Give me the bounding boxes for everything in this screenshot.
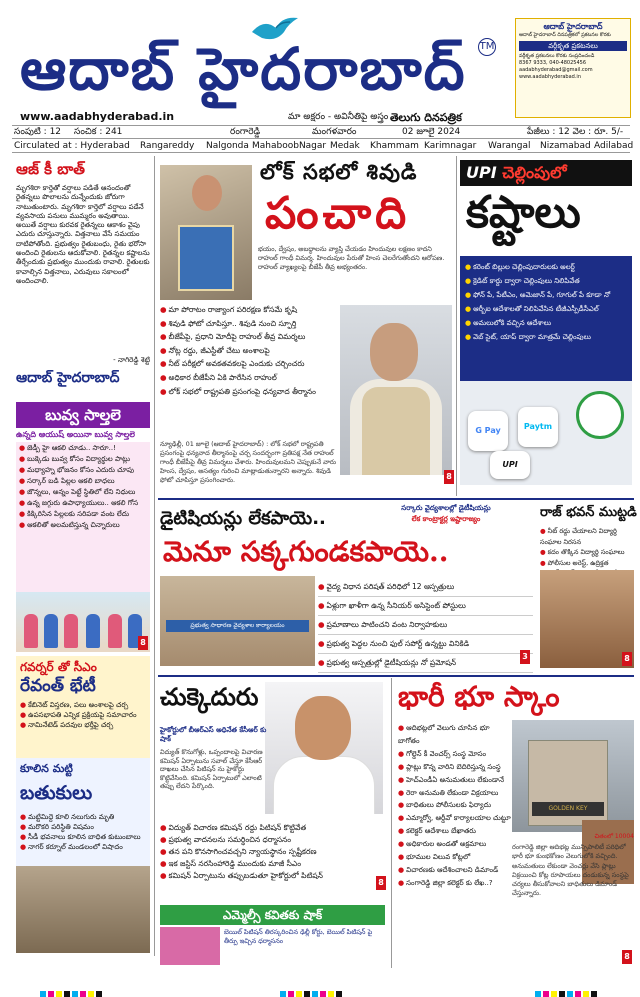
list-item: ● మరొకరి పరిస్థితి విషమం: [20, 823, 94, 831]
weekday: మంగళవారం: [312, 127, 357, 137]
land-scam-body: రంగారెడ్డి జిల్లా ఆదిభట్ల మున్సిపాలిటీ పరిధిలో భారీ భూ కుంభకోణం వెలుగులోకి వచ్చింది. అనుమతులు లేకుండా వెంచర్లు వేసి ప్లాట్లు విక్రయించి కోట్ల రూపాయలు దండుకున్న సంస్థపై చర్యలు తీసుకోవాలని బాధితులు డిమాండ్ చేస్తున్నారు.: [512, 843, 629, 898]
students-photo: [16, 592, 150, 652]
ad-title: ఆదాబ్ హైదరాబాద్: [543, 22, 603, 31]
upi-brand: UPI: [466, 163, 497, 182]
ad-line1: ఆదాబ్ హైదరాబాద్ దినపత్రికలో ప్రకటనల కొరకు: [519, 32, 611, 38]
list-item: ● అమలులోకి వచ్చిన ఆదేశాలు: [465, 319, 551, 327]
collapsed-house-photo: [16, 866, 150, 953]
kavitha-headline: ఎమ్మెల్సీ కవితకు షాక్: [160, 905, 385, 925]
kavitha-photo: [160, 927, 220, 965]
ad-email: aadabhyderabad@gmail.com: [519, 67, 593, 73]
city-item: Nizamabad: [540, 141, 591, 151]
list-item: ● ఆకలితో అలమటిస్తున్న చిన్నారులు: [19, 521, 120, 529]
list-item: ● మధ్యాహ్న భోజనం కోసం ఎదురు చూపు: [19, 466, 134, 474]
list-item: ● క్రెడిట్ కార్డు ద్వారా చెల్లింపులు నిలిపివేత: [465, 277, 580, 285]
page-ref-tag: 8: [376, 876, 386, 890]
city-item: Khammam: [370, 141, 419, 151]
list-item: ● ఉపసభాపతి ఎన్నిక ప్రక్రియపై సమాచారం: [20, 711, 137, 719]
gpay-icon: G Pay: [468, 411, 508, 451]
list-item: ● మట్టిమిద్దె కూలి నలుగురు మృతి: [20, 813, 115, 821]
ad-phone: 8367 9333, 040-48025456: [519, 60, 587, 66]
list-item: ● ప్రభుత్వ ఆస్పత్రుల్లో డైటీషియన్లు నో ప్రమోషన్: [318, 654, 533, 673]
diet-tag2: లేక కాంట్రాక్టర్ల ఇష్టారాజ్యం: [411, 515, 481, 523]
issue: సంచిక : 241: [74, 127, 123, 137]
lead-bullets: [160, 303, 335, 398]
volume: సంపుటి : 12: [14, 127, 62, 137]
list-item: ● కరెంట్ బిల్లుల చెల్లింపుదారులకు అలర్ట్: [465, 263, 575, 271]
diet-headline-main: మెనూ సక్కగుండకపాయె..: [163, 535, 449, 568]
list-item: ● సర్కార్ బడి పిల్లల ఆకలి బాధలు: [19, 477, 115, 485]
daily-label: తెలుగు దినపత్రిక: [390, 111, 462, 124]
kcr-body: విద్యుత్ కొనుగోళ్లు, ఒప్పందాలపై విచారణ కమిషన్ ఏర్పాటును సవాల్ చేస్తూ కేసీఆర్ దాఖలు చేసిన పిటిషన్ ను హైకోర్టు కొట్టివేసింది. కమిషన్ ఏర్పాటులో ఎలాంటి తప్పు లేదని పేర్కొంది.: [160, 748, 263, 790]
city-item: Nalgonda: [206, 141, 249, 151]
list-item: ● లోక్ సభలో రాష్ట్రపతి ప్రసంగంపై ధన్యవాద తీర్మానం: [160, 386, 316, 396]
upi-bullets: [460, 256, 632, 381]
page-ref-tag: 8: [138, 636, 148, 650]
column-divider: [154, 156, 155, 956]
kcr-photo: [265, 682, 383, 814]
list-item: ● సంగారెడ్డి జిల్లా కలెక్టర్ కు లేఖ..?: [398, 878, 493, 887]
list-item: ● నీట్ పరీక్షలో అవకతవకలపై ఎందుకు చర్చించరు: [160, 359, 305, 369]
list-item: ● నాగర్ కర్నూల్ మండలంలో విషాదం: [20, 843, 123, 851]
section-divider: [158, 498, 634, 500]
ad-web: www.aadabhyderabad.in: [519, 74, 581, 80]
list-item: ● బీజేపీపై, ప్రధాని మోదీపై రాహుల్ తీవ్ర విమర్శలు: [160, 332, 306, 342]
city-item: MahaboobNagar: [252, 141, 327, 151]
list-item: ● సీడీ భవనాలు కూలిన బాధిత కుటుంబాలు: [20, 833, 141, 841]
list-item: ● వైద్య విధాన పరిషత్ పరిధిలో 12 ఆస్పత్రులు: [318, 578, 533, 597]
kavitha-subheadline: బెయిల్ పిటిషన్ తిరస్కరించిన ఢిల్లీ కోర్టు, బెయిల్ పిటిషన్ పై తీర్పు ఇచ్చిన ధర్మాసనం: [224, 928, 373, 945]
list-item: ● కదం తొక్కిన విద్యార్థి సంఘాలు: [540, 548, 625, 556]
aaj-ki-baat-signature: - నాగిరెడ్డి శెట్టి: [113, 356, 150, 364]
land-scam-headline: భారీ భూ స్కాం: [398, 680, 560, 713]
buvva-list: [16, 442, 150, 592]
buvva-title: బువ్వ సాల్తలె: [16, 402, 150, 428]
governor-title: గవర్నర్ తో సీఎం: [20, 660, 97, 674]
list-item: ● ఫోన్ పే, పేటీఎం, అమెజాన్ పే, గూగుల్ పే కూడా నో: [465, 291, 611, 299]
governor-list: [20, 700, 148, 730]
column-divider: [391, 678, 392, 968]
color-registration-marks: [280, 982, 370, 990]
list-item: ● ఆదిభట్లలో వెలుగు చూసిన భూ బాగోతం: [398, 724, 490, 745]
website-url[interactable]: www.aadabhyderabad.in: [20, 110, 175, 123]
list-item: ● రెరా అనుమతి లేకుండా విక్రయాలు: [398, 788, 499, 797]
kcr-headline: చుక్కెదురు: [160, 683, 259, 711]
circulated-label: Circulated at : Hyderabad: [14, 141, 130, 151]
kcr-bullets: [160, 822, 385, 882]
page-ref-tag: 8: [444, 470, 454, 484]
list-item: ● ఏళ్లుగా ఖాళీగా ఉన్న సీనియర్ అసిస్టెంట్ పోస్టులు: [318, 597, 533, 616]
building-sign: GOLDEN KEY: [532, 802, 604, 816]
list-item: ● కేబినెట్ విస్తరణ, పలు అంశాలపై చర్చ: [20, 701, 129, 709]
upi-headline-rest: చెల్లింపులో: [502, 163, 567, 182]
buvva-subtitle: ఉన్నది ఆయుష్ అయినా బువ్వ సాల్తలె: [16, 430, 135, 439]
circulation-bar: [12, 141, 634, 153]
list-item: ● శివుడి ఫోటో చూపిస్తూ.. శివుడి నుంచి స్ఫూర్తి: [160, 318, 297, 328]
hospital-sign: ప్రభుత్వ సాధారణ వైద్యశాల కార్యాలయం: [166, 620, 309, 632]
protest-photo: [540, 570, 634, 668]
aaj-ki-baat-body: మృగశిరా కార్తెతో వర్షాలు పడితే ఆనందంతో రైతన్నలు పొలాలను దున్నేందుకు జోరుగా నాటుతుంటారు. మృగశిరా కార్తెలో వర్షాలు పడేనే వ్యవసాయ పనులు ముమ్మరం అవుతాయి. అయితే వర్షాలు కురవక రైతన్నలు ఆకాశం వైపు ఎదురు చూస్తున్నారు. విత్తనాలు వేసే సమయం దాటిపోతోంది. ప్రభుత్వం రైతుబంధు, రైతు భరోసా అందించి రైతులను ఆదుకోవాలి. రైతన్నల కష్టాలను తీర్చేందుకు ప్రభుత్వం ముందుకు రావాలి. రైతులకు కావాల్సిన విత్తనాలు, ఎరువులు సకాలంలో అందించాలి.: [16, 184, 150, 285]
list-item: ● ప్రమాణాలు పాటించని వంట నిర్వాహకులు: [318, 616, 533, 635]
color-registration-marks: [40, 982, 130, 990]
city-item: Warangal: [488, 141, 531, 151]
color-registration-marks: [535, 982, 625, 990]
page-ref-tag: 8: [622, 652, 632, 666]
kooli-list: [20, 812, 148, 852]
photo-caption: చితంలో 10004: [594, 833, 634, 840]
raj-bhavan-headline: రాజ్ భవన్ ముట్టడి: [540, 505, 637, 520]
classified-ad-box: [515, 18, 631, 118]
list-item: ● పోలీసుల అరెస్ట్, ఉద్రిక్తత: [540, 558, 609, 567]
kooli-title: కూలిన మట్టి: [20, 762, 73, 775]
lead-headline-top: లోక్ సభలో శివుడి: [260, 160, 418, 184]
upi-headline-main: కష్టాలు: [466, 187, 581, 238]
aaj-ki-baat-logo: ఆదాబ్ హైదరాబాద్: [16, 370, 120, 386]
page-ref-tag: 8: [622, 950, 632, 964]
list-item: ● ఉన్న జగ్గురు ఉపాధ్యాయులు.. ఆకలి గోస: [19, 499, 139, 507]
ad-section: వర్గీకృత ప్రకటనలు: [519, 41, 627, 51]
list-item: ● గోల్డెన్ కీ వెంచర్స్ సంస్థ మోసం: [398, 749, 487, 758]
kcr-subheadline: హైకోర్టులో బీఆర్ఎస్ అధినేత కేసీఆర్ కు షాక్: [160, 726, 267, 743]
tgspdcl-seal-icon: [576, 391, 624, 439]
list-item: ● బాధితులు పోలీసులకు ఫిర్యాదు: [398, 801, 491, 810]
list-item: ● నీట్ రద్దు చేయాలని విద్యార్థి సంఘాల నిరసన: [540, 527, 617, 546]
issue-info-bar: [12, 125, 630, 139]
list-item: ● విద్యుత్ విచారణ కమిషన్ రద్దు పిటిషన్ కొట్టివేత: [160, 823, 307, 832]
list-item: ● అధికారుల అండతో అక్రమాలు: [398, 840, 487, 849]
city-item: Adilabad: [594, 141, 634, 151]
list-item: ● వెబ్ సైట్, యాప్ ద్వారా మాత్రమే చెల్లింపులు: [465, 333, 591, 341]
list-item: ● విచారణకు ఆదేశించాలని డిమాండ్: [398, 865, 499, 874]
list-item: ● నోట్ల రద్దు, జీఎస్టీతో చేటు అంశాలపై: [160, 345, 270, 355]
lead-intro: భయం, ద్వేషం, అబద్ధాలను వ్యాప్తి చేయడం హిందువుల లక్షణం కాదని రాహుల్ గాంధీ విమర్శ. హిందువుల పేరుతో హింస చెలరేగుతోందని ఆరోపణ. రాహుల్ వ్యాఖ్యలపై బీజేపీ తీవ్ర అభ్యంతరం.: [258, 245, 445, 271]
masthead-title: ఆదాబ్ హైదరాబాద్: [20, 35, 467, 103]
section-divider: [158, 675, 634, 677]
edition-city: రంగారెడ్డి: [230, 127, 261, 137]
aaj-ki-baat-title: ఆజ్ కీ బాత్: [16, 160, 85, 178]
batukulu-title: బతుకులు: [20, 782, 93, 804]
upi-icon: UPI: [490, 451, 530, 479]
list-item: ● భూముల విలువ కోట్లలో: [398, 853, 471, 862]
date: 02 జూలై 2024: [402, 127, 461, 137]
diet-tag1: సర్కారు వైద్యశాలల్లో డైటీషియన్లు: [401, 504, 491, 512]
diet-headline-top: డైటిషియన్లు లేకపాయె..: [160, 508, 326, 529]
price: పేజీలు : 12 వెల : రూ. 5/-: [527, 127, 624, 137]
tagline: మా అక్షరం - అవినీతిపై అస్త్రం: [288, 112, 389, 122]
trademark-badge: TM: [478, 38, 496, 56]
lead-body: న్యూఢిల్లీ, 01 జూలై (ఆదాబ్ హైదరాబాద్) : లోక్ సభలో రాష్ట్రపతి ప్రసంగంపై ధన్యవాద తీర్మానంపై చర్చ సందర్భంగా ప్రతిపక్ష నేత రాహుల్ గాంధీ బీజేపీపై తీవ్ర విమర్శలు చేశారు. హిందువులమని చెప్పుకునే వారు హింస, ద్వేషం, అసత్యం గురించి మాట్లాడుతున్నారని అన్నారు. శివుడి ఫోటో చూపిస్తూ ప్రసంగించారు.: [160, 440, 337, 484]
diet-bullets: [318, 578, 533, 673]
column-divider: [456, 156, 457, 496]
list-item: ● మా పోరాటం రాజ్యాంగ పరిరక్షణ కోసమే కృషి: [160, 305, 297, 314]
building-photo: [512, 720, 634, 832]
hospital-photo: [160, 576, 315, 666]
rahul-gandhi-photo: [160, 165, 252, 300]
list-item: ● ప్రభుత్వ వాదనలను సమర్థించిన ధర్మాసనం: [160, 835, 292, 844]
paytm-icon: Paytm: [518, 407, 558, 447]
land-scam-bullets: [398, 722, 512, 890]
ad-line2: వర్గీకృత ప్రకటనలు కొరకు సంప్రదించండి: [519, 53, 595, 59]
list-item: ● నామినేటెడ్ పదవుల భర్తీపై చర్చ: [20, 721, 114, 729]
upi-headline: [460, 160, 632, 186]
city-item: Rangareddy: [140, 141, 195, 151]
city-item: Medak: [330, 141, 360, 151]
list-item: ● జొన్నలు, అన్నం పెట్టే స్థితిలో లేని నిధులు: [19, 488, 136, 496]
list-item: ● జెడ్పీ హై ఆకలి చూడు.. సారూ..!: [19, 444, 116, 452]
revanth-title: రేవంత్ భేటీ: [20, 676, 96, 696]
list-item: ● ఎమ్మార్వో, ఆర్డీవో కార్యాలయాల చుట్టూ: [398, 814, 511, 823]
list-item: ● అధికార బీజేపీని ఏకి పారేసిన రాహుల్: [160, 372, 277, 382]
list-item: ● ఇక జస్టిస్ నరసింహారెడ్డి ముందుకు మాజీ సీఎం: [160, 859, 302, 868]
list-item: ● కలెక్టర్ ఆదేశాలు బేఖాతరు: [398, 827, 476, 836]
list-item: ● బుక్కెడు బువ్వ కోసం విద్యార్థుల పాట్లు: [19, 455, 131, 463]
amit-shah-photo: [340, 305, 452, 475]
list-item: ● కమిషన్ ఏర్పాటును తప్పుబడుతూ హైకోర్టులో పిటిషన్: [160, 871, 323, 880]
list-item: ● తన పని కొనసాగించవచ్చని న్యాయస్థానం స్పష్టీకరణ: [160, 847, 317, 856]
list-item: ● ప్లాట్లు కొన్న వారిని బెదిరిస్తున్న సంస్థ: [398, 762, 501, 771]
payment-apps-graphic: [460, 381, 632, 485]
list-item: ● హెచ్ఎండీఏ అనుమతులు లేకుండానే: [398, 775, 505, 784]
list-item: ● కిక్కిరిసిన పిల్లలకు సరిపడా వంట లేదు: [19, 510, 130, 518]
list-item: ● ఆర్బీఐ ఆదేశాలతో నిలిపివేసిన టీజీఎస్పీడీసీఎల్: [465, 305, 599, 313]
lead-headline-main: పంచాది: [265, 188, 411, 239]
city-item: Karimnagar: [424, 141, 477, 151]
list-item: ● ప్రభుత్వ పెద్దల నుంచి ఫుల్ సపోర్ట్ ఉన్నట్టు వినికిడి: [318, 635, 533, 654]
page-ref-tag: 3: [520, 650, 530, 664]
